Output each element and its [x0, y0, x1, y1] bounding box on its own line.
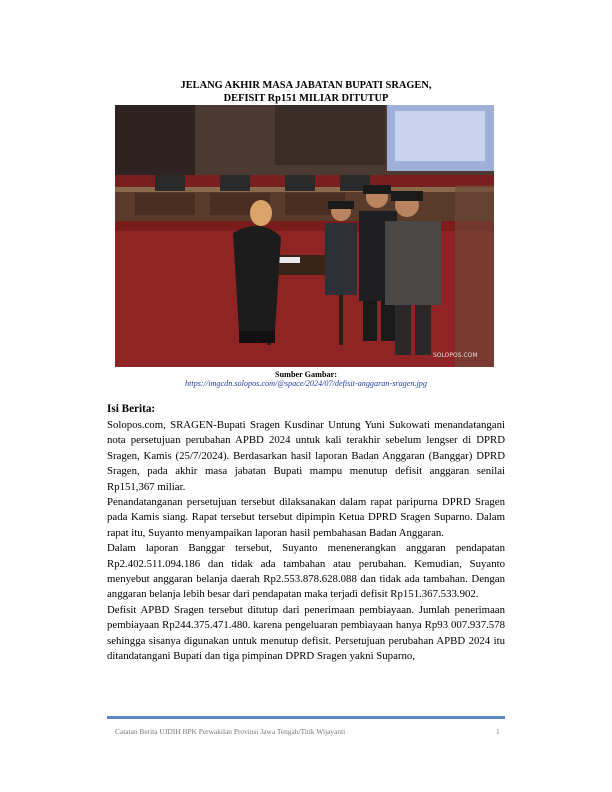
paragraph: Dalam laporan Banggar tersebut, Suyanto menenerangkan anggaran pendapatan Rp2.402.511.094.186 dan tidak ada tambahan atau perubahan. Kemudian, Suyanto menyebut anggaran belanja daerah Rp2.553.878.628.088 dan tidak ada tambahan. Dengan anggaran belanja lebih besar dari pendapatan maka terjadi defisit Rp151.367.533.902. [107, 542, 505, 601]
section-heading: Isi Berita: [107, 403, 156, 415]
title-line-1: JELANG AKHIR MASA JABATAN BUPATI SRAGEN, [180, 80, 432, 91]
title-line-2: DEFISIT Rp151 MILIAR DITUTUP [223, 92, 389, 104]
paragraph: Defisit APBD Sragen tersebut ditutup dari penerimaan pembiayaan. Jumlah penerimaan pembiayaan Rp244.375.471.480. karena pengeluaran pembiayaan hanya Rp93 007.937.578 sehingga sisanya digunakan untuk menutup defisit. Persetujuan perubahan APBD 2024 itu ditandatangani Bupati dan tiga pimpinan DPRD Sragen yakni Suparno, [107, 603, 505, 663]
paragraph: Penandatanganan persetujuan tersebut dilaksanakan dalam rapat paripurna DPRD Sragen pada Kamis siang. Rapat tersebut tersebut dipimpin Ketua DPRD Sragen Suparno. Dalam rapat itu, Suyanto menyampaikan laporan hasil pembahasan Badan Anggaran. [107, 496, 505, 539]
footer-text: Catatan Berita UJDIH BPK Perwakilan Provinsi Jawa Tengah/Titik Wijayanti [115, 727, 346, 736]
paragraph: Solopos.com, SRAGEN-Bupati Sragen Kusdinar Untung Yuni Sukowati menandatangani nota persetujuan perubahan APBD 2024 untuk kali terakhir sebelum lengser di DPRD Sragen, Kamis (25/7/2024). Berdasarkan hasil laporan Badan Anggaran (Banggar) DPRD Sragen, pada akhir masa jabatan Bupati mampu menutup defisit anggaran senilai Rp151,367 miliar. [107, 419, 505, 493]
footer-divider [107, 716, 505, 719]
article-body [107, 418, 505, 665]
image-credit-link[interactable]: https://imgcdn.solopos.com/@space/2024/07/defisit-anggaran-sragen.jpg [185, 379, 427, 388]
image-credit-label: Sumber Gambar: [275, 370, 337, 379]
photo-watermark: SOLOPOS.COM [433, 352, 478, 359]
page-number: 1 [496, 727, 500, 736]
article-title [0, 80, 612, 105]
news-photo [115, 105, 494, 367]
